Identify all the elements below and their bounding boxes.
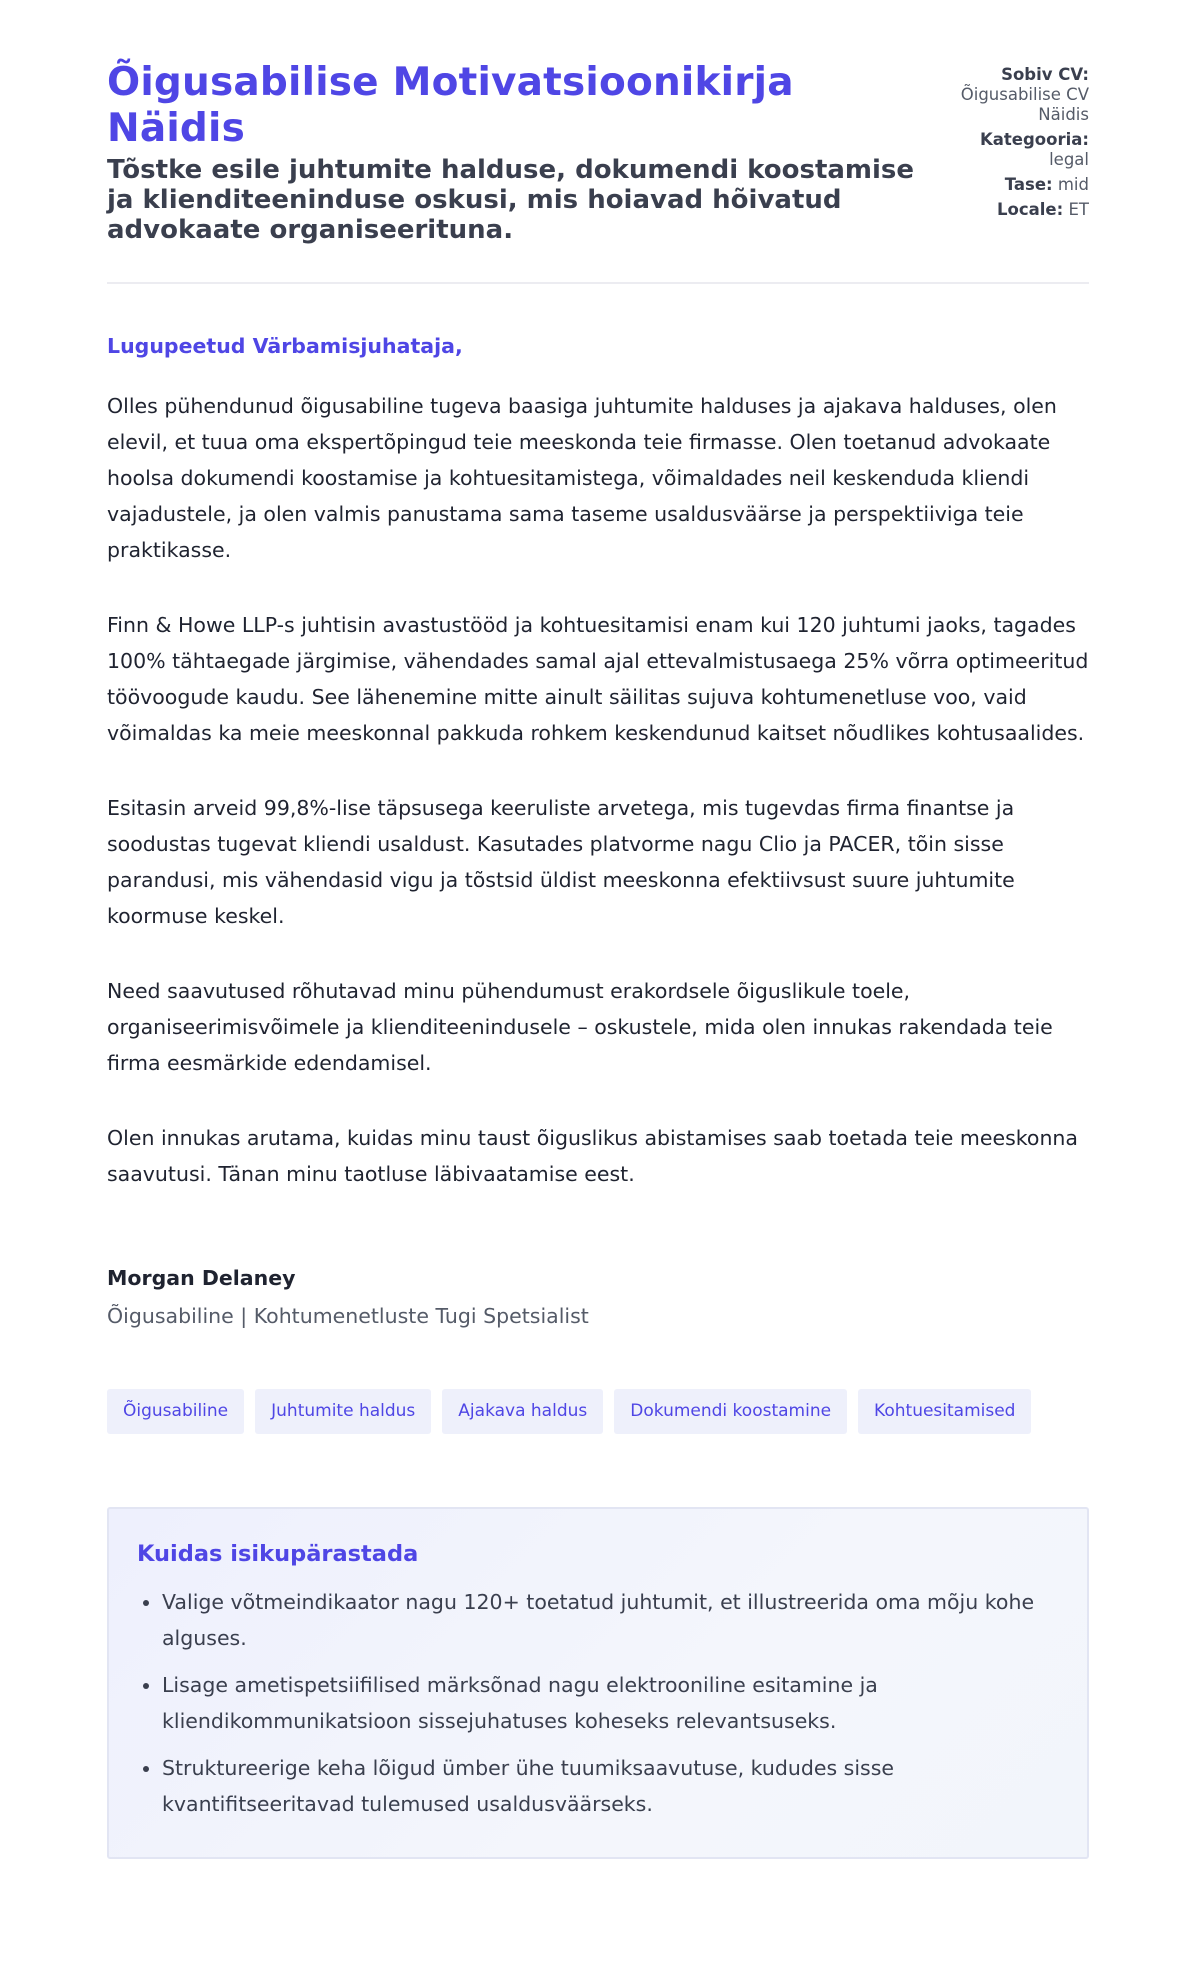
tag-item[interactable]: Ajakava haldus bbox=[442, 1389, 603, 1434]
meta-locale bbox=[959, 200, 1089, 220]
page-title: Õigusabilise Motivatsioonikirja Näidis bbox=[107, 60, 794, 151]
tag-item[interactable]: Juhtumite haldus bbox=[255, 1389, 431, 1434]
meta-info bbox=[959, 65, 1089, 225]
meta-locale-value: ET bbox=[1068, 200, 1089, 219]
meta-category-label: Kategooria: bbox=[979, 130, 1089, 149]
signature-title: Õigusabiline | Kohtumenetluste Tugi Spetsialist bbox=[107, 1304, 589, 1328]
signature-name: Morgan Delaney bbox=[107, 1266, 296, 1290]
meta-cv-value[interactable]: Õigusabilise CV Näidis bbox=[960, 85, 1089, 124]
tip-item: • Struktureerige keha lõigud ümber ühe tuumiksaavutuse, kududes sisse kvantifitseeritavad tulemused usaldusväärseks. bbox=[162, 1750, 1059, 1822]
meta-category-value: legal bbox=[1049, 150, 1089, 169]
tag-item[interactable]: Õigusabiline bbox=[107, 1389, 244, 1434]
letter-greeting: Lugupeetud Värbamisjuhataja, bbox=[107, 334, 463, 358]
cover-letter-page bbox=[107, 0, 1089, 1859]
letter-paragraph-4: Need saavutused rõhutavad minu pühendumust erakordsele õiguslikule toele, organiseerimisvõimele ja klienditeenindusele – oskustele, mida olen innukas rakendada teie firma eesmärkide edendamisel. bbox=[107, 979, 1053, 1075]
tag-list bbox=[107, 1389, 1089, 1434]
personalization-tips-box bbox=[107, 1507, 1089, 1859]
meta-cv-label: Sobiv CV: bbox=[1001, 65, 1089, 84]
letter-paragraph-1: Olles pühendunud õigusabiline tugeva baasiga juhtumite halduses ja ajakava halduses, olen elevil, et tuua oma ekspertõpingud teie meeskonda teie firmasse. Olen toetanud advokaate hoolsa dokumendi koostamise ja kohtuesitamistega, võimaldades neil keskenduda kliendi vajadustele, ja olen valmis panustama sama taseme usaldusväärse ja perspektiiviga teie praktikasse. bbox=[107, 394, 1057, 562]
tips-list bbox=[137, 1584, 1059, 1822]
page-header bbox=[107, 60, 1089, 284]
tips-title: Kuidas isikupärastada bbox=[137, 1541, 419, 1567]
meta-locale-label: Locale: bbox=[997, 200, 1064, 219]
tip-item: • Lisage ametispetsiifilised märksõnad nagu elektrooniline esitamine ja kliendikommunikatsioon sissejuhatuses koheseks relevantsuseks. bbox=[162, 1667, 1059, 1739]
meta-cv bbox=[959, 65, 1089, 125]
letter-paragraph-2: Finn & Howe LLP-s juhtisin avastustööd ja kohtuesitamisi enam kui 120 juhtumi jaoks, tagades 100% tähtaegade järgimise, vähendades samal ajal ettevalmistusaega 25% võrra optimeeritud töövoogude kaudu. See lähenemine mitte ainult säilitas sujuva kohtumenetluse voo, vaid võimaldas ka meie meeskonnal pakkuda rohkem keskendunud kaitset nõudlikes kohtusaalides. bbox=[107, 613, 1089, 745]
meta-level-label: Tase: bbox=[1004, 175, 1053, 194]
tag-item[interactable]: Kohtuesitamised bbox=[858, 1389, 1031, 1434]
letter-paragraph-5: Olen innukas arutama, kuidas minu taust õiguslikus abistamises saab toetada teie meeskonna saavutusi. Tänan minu taotluse läbivaatamise eest. bbox=[107, 1126, 1078, 1186]
letter-paragraph-3: Esitasin arveid 99,8%-lise täpsusega keeruliste arvetega, mis tugevdas firma finantse ja soodustas tugevat kliendi usaldust. Kasutades platvorme nagu Clio ja PACER, tõin sisse parandusi, mis vähendasid vigu ja tõstsid üldist meeskonna efektiivsust suure juhtumite koormuse keskel. bbox=[107, 796, 1015, 928]
meta-level bbox=[959, 175, 1089, 195]
tag-item[interactable]: Dokumendi koostamine bbox=[614, 1389, 847, 1434]
meta-level-value: mid bbox=[1057, 175, 1089, 194]
page-subtitle: Tõstke esile juhtumite halduse, dokumendi koostamise ja klienditeeninduse oskusi, mis hoiavad hõivatud advokaate organiseerituna. bbox=[107, 155, 915, 245]
tip-item: • Valige võtmeindikaator nagu 120+ toetatud juhtumit, et illustreerida oma mõju kohe alguses. bbox=[162, 1584, 1059, 1656]
meta-category bbox=[959, 130, 1089, 170]
